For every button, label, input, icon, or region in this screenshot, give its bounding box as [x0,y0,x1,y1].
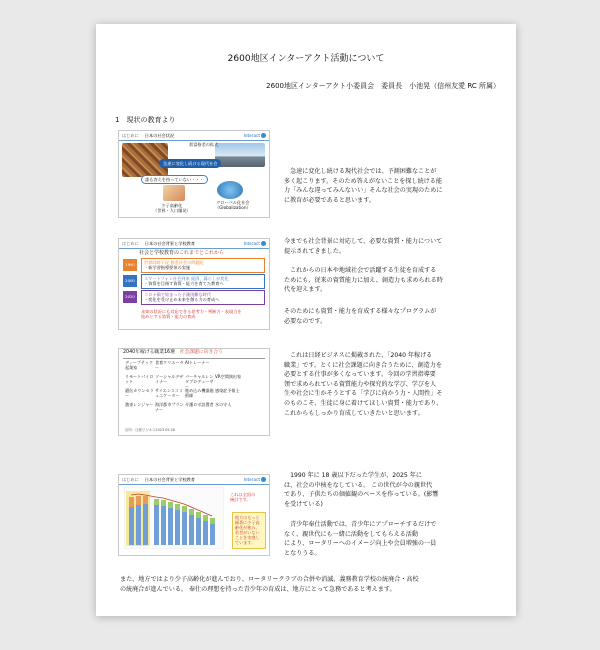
era-headline: スマートフォン社会到来 経済、暮らしが変化 [144,276,229,281]
slide-population-statistics [118,474,270,556]
era-box [141,258,265,273]
author-line: 2600地区インターアクト小委員会 委員長 小池晃（信州友愛 RC 所属） [266,82,500,90]
paragraph-youth-service: 青少年奉仕活動では、青少年にアプローチするだけで なく、親世代にも一緒に活動をしてもらえる活動 により、ロータリーへのイメージ向上や会員増強の一員 となりうる。 [284,521,437,557]
divider [123,358,265,359]
gap-label: 貧富格差の拡大 [189,142,219,147]
job-cell: 水の守人 [215,402,232,407]
slide-label: はじめに [122,132,139,138]
rural-note: 地方はもっと 顕著に少子高 齢化が進み、 若者がいない ことを実感し ています。 [232,512,266,549]
slide-2040-jobs [118,348,270,436]
paragraph-jobs: これは日経ビジネスに掲載された、「2040 年稼げる 職業」です。とくに社会課題に向き合うために、創造力を 必要とする仕事が多くなっています。今回の学習指導要 領で求められている資質能力や探究的な学び、学びを人 生や社会に生かそうとする「学びに向かう力・人間性」そ のものこそ、生徒に身に着けてほしい資質・能力であり、 これからもしっかり育成していきたいと思います。 [284,352,443,417]
slide-heading: 日本の社会背景と学校教育 [144,240,196,246]
city-photo [215,143,265,167]
source-note: 出所：日経ビジネス2023.05.26 [125,427,175,432]
slide-header [119,239,269,249]
paragraph-change: 急速に変化し続ける現代社会では、予測困難なことが 多く起こります。そのため答えがないことを探し続ける能 力「みんな違ってみんないい」そんな社会の実現のために に教育が必要であると思います。 [284,168,443,204]
paragraph-programs: そのためにも資質・能力を育成する様々なプログラムが 必要なのです。 [284,308,437,325]
document-page [96,24,516,616]
job-cell: 遺伝カウンセラー [125,388,154,398]
slide-label: はじめに [122,476,139,482]
globe-photo [217,181,243,199]
job-cell: VR空間演出家 [215,374,242,379]
job-cell: サイエンスコミュニケーター [155,388,184,398]
era-badge: 1990 [123,259,137,271]
children-photo [163,185,185,201]
job-cell: 激束レンジャー [125,402,154,407]
era-box [141,274,265,289]
interact-logo: Interact [244,133,266,138]
job-cell: リモートパイロット [125,374,154,384]
national-stat-note: これは全国の 統計です。 [230,492,256,503]
slide-label: はじめに [122,240,139,246]
slide-social-situation [118,130,270,218]
slide-heading: 日本の社会状況 [144,132,175,138]
era-badge: 2000 [123,275,137,287]
interact-logo: Interact [244,477,266,482]
rotary-wheel-icon [261,133,266,138]
job-cell: 感染症予報士 [215,388,240,393]
population-graph [124,487,224,549]
job-cell: 海洋都市プランナー [155,402,184,412]
global-label: グローバル化社会 （Globalization） [215,200,251,211]
slide-heading: 日本の社会背景と学校教育 [144,476,196,482]
jobs-grid [125,361,245,417]
paragraph-generation: 1990 年に 18 歳以下だった学生が、2025 年に は、社会の中核をなしている。 この世代が今の親世代 であり、子供たちの価値観のベースを作っている。(影響 を受けている) [284,472,439,508]
era-badge: 2020 [123,291,137,303]
era-headline: コロナ禍で始まった予測困難な時代 [144,292,212,297]
change-bubble: 急速に変化し続ける現代社会 [159,159,221,168]
job-cell: AIトレーナー [185,360,210,365]
document-title: 2600地区インターアクト活動について [227,54,385,64]
ability-goal-text: 未知の状況にも対応できる思考力・判断力・表現力を 始めとする資質・能力の育成 [141,309,242,320]
job-cell: 介護ロボ設置者 [185,402,214,407]
paragraph-creativity: これからの日本や地域社会で活躍する生徒を育成する ためにも、従来の資質能力に加え、創造力も求められる時 代を迎えます。 [284,267,443,294]
job-cell [215,361,245,375]
rotary-wheel-icon [261,241,266,246]
section-heading: 1 現状の教育より [115,116,176,124]
slide-header [119,131,269,141]
job-cell: バーチャルレンタブロデューサー [185,374,214,389]
job-cell: ディープテック起業家 [125,360,154,370]
aging-label: 少子高齢化 （世界・人口爆発） [153,203,191,214]
nobody-answer-bubble: 誰も答えを持っていない・・・ [141,175,208,184]
job-cell: ソーシャルデザイナー [155,374,184,384]
slide-heading: 2040年稼げる職業16選 社会課題に向き合う [123,350,223,355]
era-detail: ・資質を目指す資質・能力を育てた教育へ [144,281,224,287]
slide-header [119,475,269,485]
paragraph-background: 今までも社会背景に対応して、必要な資質・能力について 提示されてきました。 [284,238,443,255]
era-detail: ・新学習指導要領の実施 [144,265,191,271]
era-box [141,290,265,305]
job-cell: 進め込み機器施術師 [185,388,214,398]
job-cell: 食育クリエーター [155,360,184,370]
interact-logo: Interact [244,241,266,246]
era-headline: 世界同時不況 格差社会の問題化 [144,260,204,265]
paragraph-rural: また、地方ではより少子高齢化が進んでおり、ロータリークラブの合併や消滅、義務教育学校の統廃合・高校 の統廃合が進んでいる。 奉仕の理想を持った青少年の育成は、地方にとって急務であると考えます。 [120,576,419,593]
slide-education-background [118,238,270,330]
era-detail: ・変化を受け止め未来を創る力の育成へ [144,297,220,303]
rotary-wheel-icon [261,477,266,482]
slide-subtitle: 社会と学校教育のこれまでとこれから [139,250,225,256]
